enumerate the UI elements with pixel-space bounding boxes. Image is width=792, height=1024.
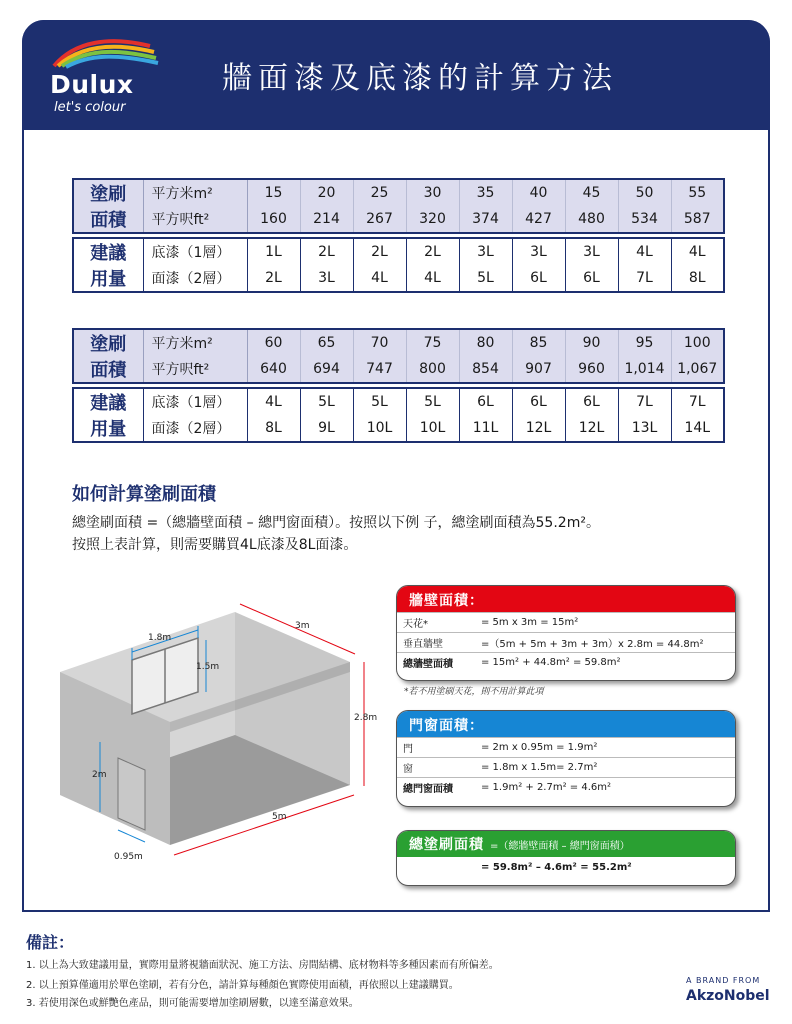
- table-cell: 640: [247, 356, 300, 383]
- note-item: 2. 以上預算僅適用於單色塗刷，若有分色，請計算每種顏色實際使用面積，再依照以上建議購買。: [26, 980, 459, 991]
- table-cell: 45: [565, 179, 618, 206]
- table-cell: 9L: [300, 415, 353, 442]
- table-cell: 12L: [512, 415, 565, 442]
- table-cell: 374: [459, 206, 512, 233]
- how-to-title: 如何計算塗刷面積: [72, 484, 216, 505]
- table-cell: 7L: [671, 388, 724, 415]
- table-cell: 70: [353, 329, 406, 356]
- dulux-logo: [42, 30, 162, 120]
- sqm-label: 平方米m²: [143, 329, 247, 356]
- brand-tagline: let's colour: [54, 100, 126, 115]
- list-item: [397, 632, 735, 652]
- window-height-label: 1.5m: [196, 662, 220, 672]
- total-area-box: [396, 830, 736, 886]
- table-cell: 480: [565, 206, 618, 233]
- table-cell: 25: [353, 179, 406, 206]
- table-cell: 854: [459, 356, 512, 383]
- brand-name: Dulux: [50, 70, 134, 99]
- table-cell: 90: [565, 329, 618, 356]
- table-cell: 534: [618, 206, 671, 233]
- table-cell: 6L: [565, 388, 618, 415]
- notes-title: 備註：: [26, 933, 75, 952]
- table-cell: 160: [247, 206, 300, 233]
- total-area-result: = 59.8m² – 4.6m² = 55.2m²: [481, 861, 632, 873]
- table-cell: 40: [512, 179, 565, 206]
- table-cell: 3L: [512, 238, 565, 265]
- table-cell: 55: [671, 179, 724, 206]
- table-cell: 4L: [353, 265, 406, 292]
- list-item: [397, 857, 735, 877]
- table-cell: 8L: [247, 415, 300, 442]
- room-diagram: [50, 600, 390, 870]
- area-table-1: [72, 178, 725, 234]
- table-cell: 320: [406, 206, 459, 233]
- total-area-formula: =（總牆壁面積 – 總門窗面積）: [490, 840, 630, 852]
- row-label: 窗: [403, 764, 413, 775]
- how-to-line-1: 總塗刷面積 =（總牆壁面積 – 總門窗面積）。按照以下例 子，總塗刷面積為55.2m²。: [72, 515, 600, 531]
- row-label: 總門窗面積: [403, 784, 453, 795]
- usage-table-1: [72, 237, 725, 293]
- wall-area-box: [396, 585, 736, 681]
- table-cell: 2L: [300, 238, 353, 265]
- table-cell: 3L: [459, 238, 512, 265]
- brand-from-label: A BRAND FROM: [686, 976, 761, 985]
- table-cell: 15: [247, 179, 300, 206]
- door-window-box: [396, 710, 736, 807]
- row-label: 門: [403, 744, 413, 755]
- note-item: 3. 若使用深色或鮮艷色產品，則可能需要增加塗刷層數，以達至滿意效果。: [26, 998, 359, 1009]
- table-cell: 7L: [618, 388, 671, 415]
- table-cell: 8L: [671, 265, 724, 292]
- topcoat-label: 面漆（2層）: [143, 265, 247, 292]
- area-table-2: [72, 328, 725, 384]
- table-cell: 6L: [512, 265, 565, 292]
- table-cell: 10L: [353, 415, 406, 442]
- table-cell: 1,014: [618, 356, 671, 383]
- table-cell: 960: [565, 356, 618, 383]
- how-to-line-2: 按照上表計算，則需要購買4L底漆及8L面漆。: [72, 537, 358, 553]
- table-cell: 1,067: [671, 356, 724, 383]
- sqft-label: 平方呎ft²: [143, 206, 247, 233]
- row-label: 總牆壁面積: [403, 659, 453, 670]
- table-cell: 3L: [565, 238, 618, 265]
- table-cell: 427: [512, 206, 565, 233]
- area-label: 塗刷 面積: [73, 179, 143, 233]
- table-cell: 50: [618, 179, 671, 206]
- height-label: 2.8m: [354, 713, 378, 723]
- ceiling-footnote: *若不用塗刷天花，則不用計算此項: [404, 687, 544, 697]
- table-cell: 5L: [353, 388, 406, 415]
- primer-label: 底漆（1層）: [143, 388, 247, 415]
- table-cell: 6L: [512, 388, 565, 415]
- table-cell: 6L: [565, 265, 618, 292]
- table-cell: 12L: [565, 415, 618, 442]
- table-cell: 80: [459, 329, 512, 356]
- table-cell: 694: [300, 356, 353, 383]
- table-cell: 747: [353, 356, 406, 383]
- door-shape: [118, 758, 145, 830]
- row-label: 垂直牆壁: [403, 639, 443, 650]
- table-cell: 907: [512, 356, 565, 383]
- table-cell: 3L: [300, 265, 353, 292]
- depth-label: 3m: [295, 621, 310, 631]
- usage-label: 建議 用量: [73, 388, 143, 442]
- table-cell: 2L: [406, 238, 459, 265]
- table-cell: 587: [671, 206, 724, 233]
- area-label: 塗刷 面積: [73, 329, 143, 383]
- total-area-header: [397, 831, 735, 857]
- note-item: 1. 以上為大致建議用量，實際用量將視牆面狀況、施工方法、房間結構、底材物料等多種因素而有所偏差。: [26, 960, 499, 971]
- row-value: = 1.8m x 1.5m= 2.7m²: [481, 762, 598, 773]
- list-item: [397, 737, 735, 757]
- sqft-label: 平方呎ft²: [143, 356, 247, 383]
- table-cell: 13L: [618, 415, 671, 442]
- table-cell: 4L: [406, 265, 459, 292]
- list-item: [397, 652, 735, 672]
- room-illustration: [50, 600, 390, 870]
- table-cell: 2L: [247, 265, 300, 292]
- table-cell: 100: [671, 329, 724, 356]
- table-cell: 4L: [247, 388, 300, 415]
- page-title: 牆面漆及底漆的計算方法: [222, 61, 618, 96]
- list-item: [397, 612, 735, 632]
- table-cell: 35: [459, 179, 512, 206]
- table-cell: 5L: [300, 388, 353, 415]
- table-cell: 5L: [406, 388, 459, 415]
- usage-table-2: [72, 387, 725, 443]
- table-cell: 7L: [618, 265, 671, 292]
- table-cell: 14L: [671, 415, 724, 442]
- row-value: = 15m² + 44.8m² = 59.8m²: [481, 657, 621, 668]
- table-cell: 214: [300, 206, 353, 233]
- table-cell: 65: [300, 329, 353, 356]
- table-cell: 10L: [406, 415, 459, 442]
- table-cell: 4L: [671, 238, 724, 265]
- flourish-icon: [50, 36, 160, 72]
- how-to-text: [72, 512, 762, 556]
- table-cell: 75: [406, 329, 459, 356]
- wall-area-title: 牆壁面積：: [397, 586, 735, 612]
- table-cell: 800: [406, 356, 459, 383]
- table-cell: 5L: [459, 265, 512, 292]
- table-cell: 85: [512, 329, 565, 356]
- list-item: [397, 757, 735, 777]
- row-value: = 1.9m² + 2.7m² = 4.6m²: [481, 782, 611, 793]
- akzonobel-logo: AkzoNobel: [686, 988, 770, 1004]
- list-item: [397, 777, 735, 797]
- table-cell: 6L: [459, 388, 512, 415]
- row-label: 天花*: [403, 619, 428, 630]
- table-cell: 60: [247, 329, 300, 356]
- table-cell: 267: [353, 206, 406, 233]
- row-value: = 5m x 3m = 15m²: [481, 617, 579, 628]
- door-width-label: 0.95m: [114, 852, 143, 862]
- primer-label: 底漆（1層）: [143, 238, 247, 265]
- row-value: = 2m x 0.95m = 1.9m²: [481, 742, 598, 753]
- row-value: =（5m + 5m + 3m + 3m）x 2.8m = 44.8m²: [481, 639, 704, 650]
- table-cell: 30: [406, 179, 459, 206]
- table-cell: 4L: [618, 238, 671, 265]
- usage-label: 建議 用量: [73, 238, 143, 292]
- window-width-label: 1.8m: [148, 633, 172, 643]
- length-label: 5m: [272, 812, 287, 822]
- door-height-label: 2m: [92, 770, 107, 780]
- table-cell: 95: [618, 329, 671, 356]
- table-cell: 2L: [353, 238, 406, 265]
- table-cell: 11L: [459, 415, 512, 442]
- table-cell: 1L: [247, 238, 300, 265]
- table-cell: 20: [300, 179, 353, 206]
- topcoat-label: 面漆（2層）: [143, 415, 247, 442]
- sqm-label: 平方米m²: [143, 179, 247, 206]
- total-area-title: 總塗刷面積: [409, 837, 484, 853]
- door-window-title: 門窗面積：: [397, 711, 735, 737]
